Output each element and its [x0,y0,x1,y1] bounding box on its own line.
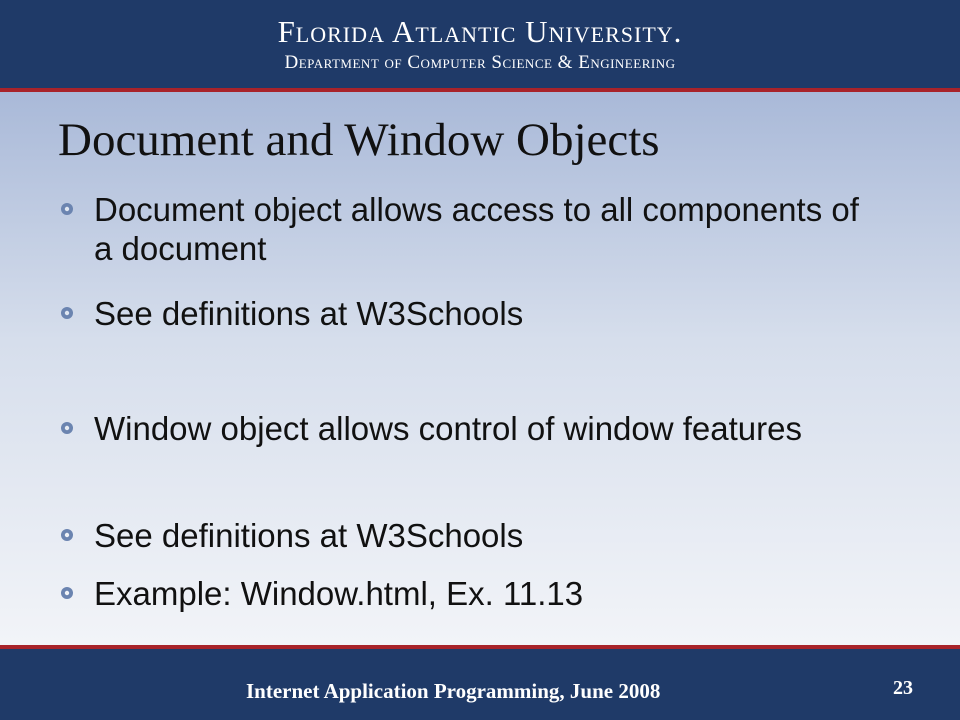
page-number: 23 [893,677,913,699]
university-name: Florida Atlantic University. [277,14,683,49]
header-banner [0,0,960,92]
department-name: Department of Computer Science & Engineering [284,52,676,73]
bullet-text: Window object allows control of window features [94,410,803,447]
bullet-text: Example: Window.html, Ex. 11.13 [94,575,584,612]
slide-title: Document and Window Objects [58,114,660,166]
bullet-text: See definitions at W3Schools [94,295,524,332]
bullet-text: See definitions at W3Schools [94,517,524,554]
footer-course-text: Internet Application Programming, June 2008 [246,679,661,703]
bullet-text: Document object allows access to all components of a document [94,191,859,267]
footer-banner [0,645,960,720]
slide-content-area [0,92,960,645]
